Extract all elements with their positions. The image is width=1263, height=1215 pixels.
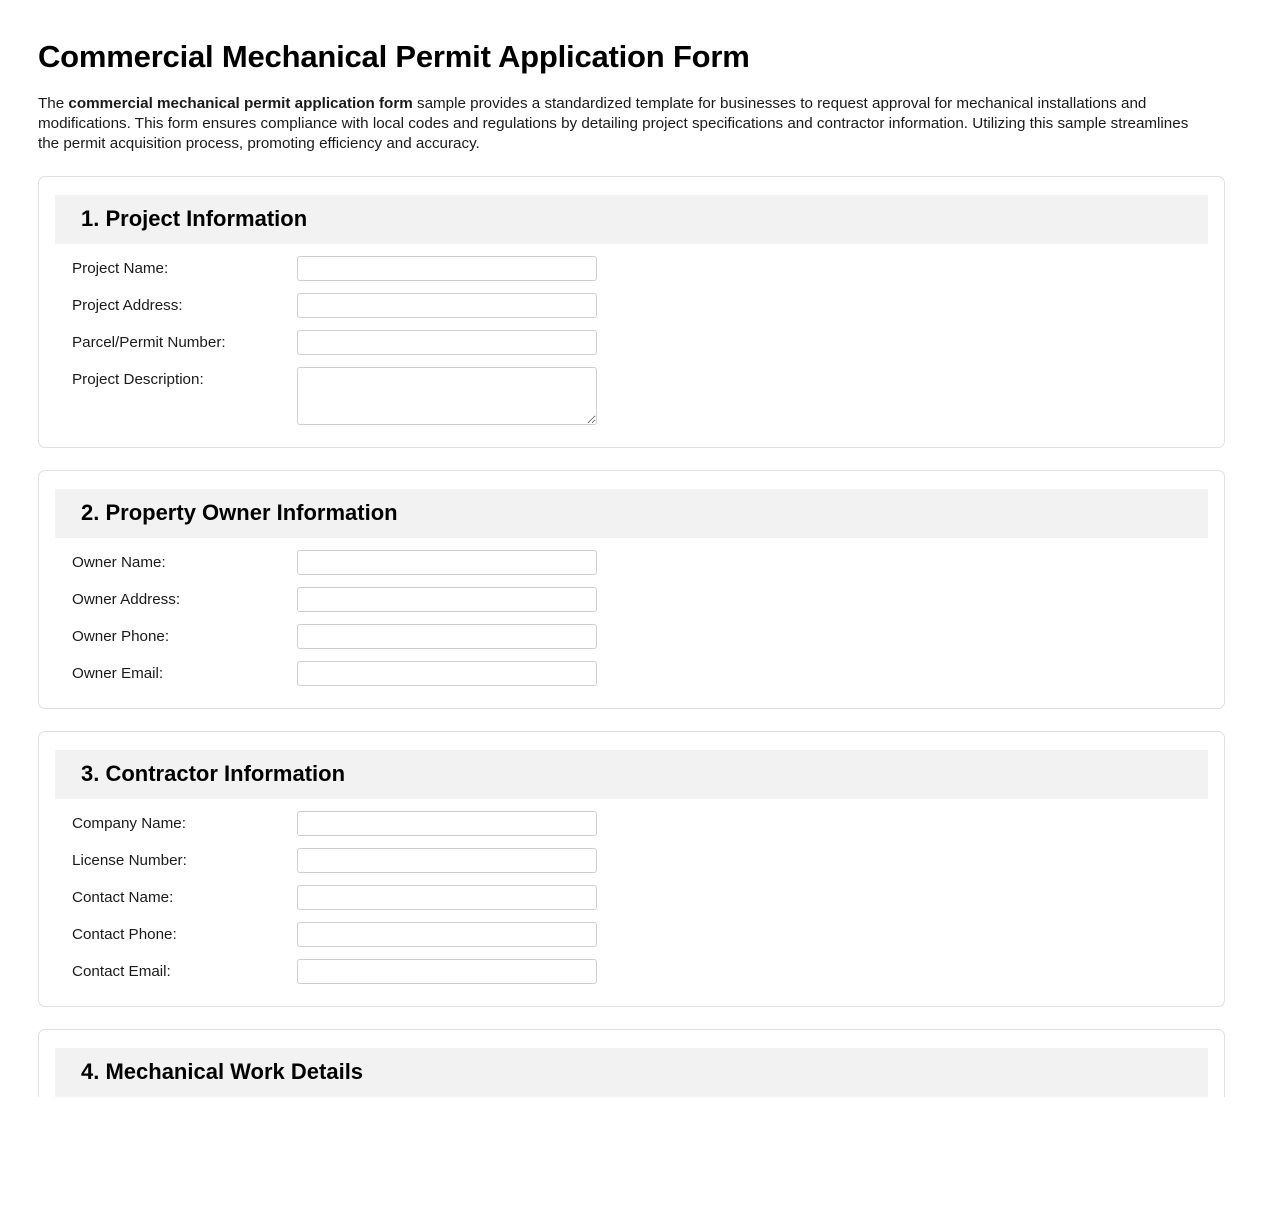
- company-name-input[interactable]: [297, 811, 597, 836]
- section-heading: 3. Contractor Information: [81, 761, 346, 787]
- field-row-owner-phone: [72, 624, 1208, 649]
- field-label: Company Name:: [72, 815, 186, 833]
- field-label: Project Description:: [72, 371, 204, 389]
- field-row-license-number: [72, 848, 1208, 873]
- section-header-project-information: [55, 195, 1208, 244]
- field-label: Project Name:: [72, 260, 169, 278]
- field-row-project-description: [72, 367, 1208, 425]
- intro-bold-phrase: commercial mechanical permit application form: [68, 95, 413, 113]
- project-description-textarea[interactable]: [297, 367, 597, 425]
- field-row-owner-address: [72, 587, 1208, 612]
- project-name-input[interactable]: [297, 256, 597, 281]
- owner-email-input[interactable]: [297, 661, 597, 686]
- field-label: Contact Phone:: [72, 926, 177, 944]
- section-card-property-owner-information: [38, 470, 1225, 709]
- license-number-input[interactable]: [297, 848, 597, 873]
- field-row-contact-phone: [72, 922, 1208, 947]
- owner-name-input[interactable]: [297, 550, 597, 575]
- field-row-project-address: [72, 293, 1208, 318]
- field-label: Contact Name:: [72, 889, 174, 907]
- form-page: [0, 38, 1263, 1097]
- section-fields: [55, 244, 1208, 425]
- field-row-company-name: [72, 811, 1208, 836]
- section-fields: [55, 799, 1208, 984]
- owner-phone-input[interactable]: [297, 624, 597, 649]
- field-label: Parcel/Permit Number:: [72, 334, 226, 352]
- field-label: Contact Email:: [72, 963, 171, 981]
- section-header-mechanical-work-details: [55, 1048, 1208, 1097]
- field-label: Owner Address:: [72, 591, 181, 609]
- owner-address-input[interactable]: [297, 587, 597, 612]
- section-card-mechanical-work-details: [38, 1029, 1225, 1097]
- field-row-parcel-permit-number: [72, 330, 1208, 355]
- intro-paragraph: [38, 94, 1210, 154]
- parcel-permit-number-input[interactable]: [297, 330, 597, 355]
- section-heading: 1. Project Information: [81, 206, 308, 232]
- field-label: Project Address:: [72, 297, 183, 315]
- field-row-owner-name: [72, 550, 1208, 575]
- contact-phone-input[interactable]: [297, 922, 597, 947]
- section-header-contractor-information: [55, 750, 1208, 799]
- section-heading: 2. Property Owner Information: [81, 500, 398, 526]
- page-title: Commercial Mechanical Permit Application Form: [38, 39, 750, 74]
- section-card-project-information: [38, 176, 1225, 448]
- field-row-contact-name: [72, 885, 1208, 910]
- field-label: Owner Name:: [72, 554, 166, 572]
- section-heading: 4. Mechanical Work Details: [81, 1059, 364, 1085]
- field-label: License Number:: [72, 852, 187, 870]
- field-row-contact-email: [72, 959, 1208, 984]
- section-fields: [55, 538, 1208, 686]
- intro-rest: sample provides a standardized template for businesses to request approval for mechanical installations and modifications. This form ensures compliance with local codes and regulations by detailing project specifications and contractor information. Utilizing this sample streamlines the permit acquisition process, promoting efficiency and accuracy.: [38, 95, 1189, 153]
- field-row-project-name: [72, 256, 1208, 281]
- contact-email-input[interactable]: [297, 959, 597, 984]
- intro-prefix: The: [38, 95, 69, 113]
- section-card-contractor-information: [38, 731, 1225, 1007]
- field-label: Owner Email:: [72, 665, 164, 683]
- project-address-input[interactable]: [297, 293, 597, 318]
- field-label: Owner Phone:: [72, 628, 170, 646]
- contact-name-input[interactable]: [297, 885, 597, 910]
- section-header-property-owner-information: [55, 489, 1208, 538]
- field-row-owner-email: [72, 661, 1208, 686]
